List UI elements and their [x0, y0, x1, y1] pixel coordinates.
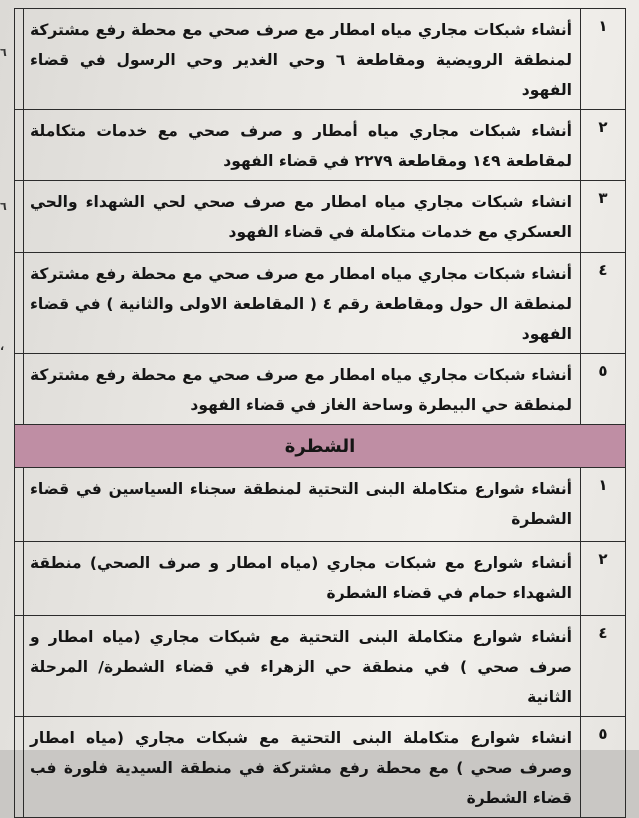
project-description: انشاء شبكات مجاري مياه امطار مع صرف صحي لحي الشهداء والحي العسكري مع خدمات متكاملة في قضاء الفهود	[24, 181, 581, 253]
project-description: أنشاء شوارع متكاملة البنى التحتية لمنطقة سجناء السياسين في قضاء الشطرة	[24, 468, 581, 542]
table-row	[15, 253, 626, 354]
section-header-row	[15, 425, 626, 468]
cut-off-column	[15, 616, 24, 717]
project-description: أنشاء شبكات مجاري مياه امطار مع صرف صحي مع محطة رفع مشتركة لمنطقة حي البيطرة وساحة الغاز في قضاء الفهود	[24, 354, 581, 425]
row-number: ٤	[581, 616, 626, 717]
cut-off-column	[15, 354, 24, 425]
row-number: ٢	[581, 110, 626, 181]
cut-off-mark: ،	[0, 340, 5, 353]
table-row	[15, 181, 626, 253]
projects-table	[14, 8, 626, 818]
cut-off-column	[15, 9, 24, 110]
row-number: ٢	[581, 542, 626, 616]
project-description: أنشاء شبكات مجاري مياه أمطار و صرف صحي مع خدمات متكاملة لمقاطعة ١٤٩ ومقاطعة ٢٢٧٩ في قضاء الفهود	[24, 110, 581, 181]
cut-off-column	[15, 110, 24, 181]
table-row	[15, 354, 626, 425]
table-row	[15, 616, 626, 717]
section-title: الشطرة	[15, 425, 626, 468]
row-number: ٥	[581, 354, 626, 425]
project-description: أنشاء شوارع متكاملة البنى التحتية مع شبكات مجاري (مياه امطار و صرف صحي ) في منطقة حي الزهراء في قضاء الشطرة/ المرحلة الثانية	[24, 616, 581, 717]
cut-off-mark: ٦	[0, 46, 7, 59]
project-description: أنشاء شوارع مع شبكات مجاري (مياه امطار و صرف الصحي) منطقة الشهداء حمام في قضاء الشطرة	[24, 542, 581, 616]
cut-off-column	[15, 253, 24, 354]
row-number: ١	[581, 9, 626, 110]
table-row	[15, 9, 626, 110]
project-description: أنشاء شبكات مجاري مياه امطار مع صرف صحي مع محطة رفع مشتركة لمنطقة الرويضية ومقاطعة ٦ وحي الغدير وحي الرسول في قضاء الفهود	[24, 9, 581, 110]
cut-off-column	[15, 468, 24, 542]
row-number: ١	[581, 468, 626, 542]
table-row	[15, 717, 626, 818]
row-number: ٤	[581, 253, 626, 354]
cut-off-column	[15, 717, 24, 818]
row-number: ٥	[581, 717, 626, 818]
project-description: انشاء شوارع متكاملة البنى التحتية مع شبكات مجاري (مياه امطار وصرف صحي ) مع محطة رفع مشتركة في منطقة السيدية فلورة فب قضاء الشطرة	[24, 717, 581, 818]
table-row	[15, 110, 626, 181]
project-description: أنشاء شبكات مجاري مياه امطار مع صرف صحي مع محطة رفع مشتركة لمنطقة ال حول ومقاطعة رقم ٤ ( المقاطعة الاولى والثانية ) في قضاء الفهود	[24, 253, 581, 354]
table-row	[15, 468, 626, 542]
row-number: ٣	[581, 181, 626, 253]
table-row	[15, 542, 626, 616]
cut-off-column	[15, 181, 24, 253]
cut-off-column	[15, 542, 24, 616]
cut-off-mark: ٦	[0, 200, 7, 213]
